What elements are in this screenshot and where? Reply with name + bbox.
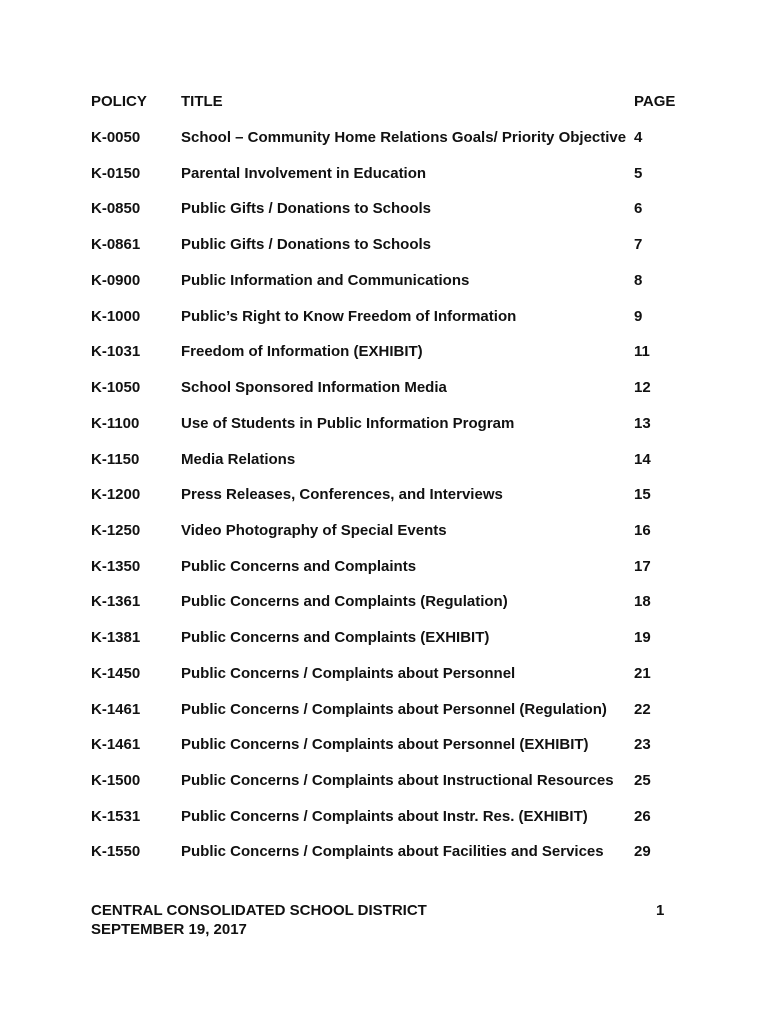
policy-title: Public Concerns / Complaints about Personnel [181, 665, 516, 682]
footer-page-number: 1 [656, 902, 665, 919]
table-row [0, 342, 770, 362]
policy-number: K-1000 [91, 308, 141, 325]
table-row [0, 307, 770, 327]
table-row [0, 378, 770, 398]
policy-title: Public Concerns / Complaints about Personnel (Regulation) [181, 701, 607, 718]
policy-number: K-1150 [91, 451, 140, 468]
page-number: 12 [634, 379, 651, 396]
page-number: 14 [634, 451, 651, 468]
policy-title: Media Relations [181, 451, 296, 468]
table-row [0, 735, 770, 755]
policy-title: Public Concerns / Complaints about Facilities and Services [181, 843, 604, 860]
table-row [0, 521, 770, 541]
policy-number: K-1050 [91, 379, 141, 396]
page-number: 15 [634, 486, 651, 503]
page-number: 4 [634, 129, 643, 146]
policy-number: K-0861 [91, 236, 141, 253]
table-row [0, 450, 770, 470]
page-number: 21 [634, 665, 651, 682]
policy-number: K-1200 [91, 486, 141, 503]
page-column-header: PAGE [634, 93, 676, 110]
policy-column-header: POLICY [91, 93, 147, 110]
policy-number: K-1250 [91, 522, 141, 539]
table-row [0, 199, 770, 219]
policy-title: Public Information and Communications [181, 272, 470, 289]
page-number: 25 [634, 772, 651, 789]
page-number: 8 [634, 272, 643, 289]
table-row [0, 592, 770, 612]
policy-title: Public Gifts / Donations to Schools [181, 236, 432, 253]
page-number: 26 [634, 808, 651, 825]
policy-number: K-1531 [91, 808, 141, 825]
policy-number: K-0150 [91, 165, 141, 182]
policy-number: K-1461 [91, 736, 141, 753]
table-row [0, 842, 770, 862]
table-row [0, 557, 770, 577]
policy-title: Public Concerns and Complaints (Regulation) [181, 593, 508, 610]
policy-number: K-1381 [91, 629, 141, 646]
page-number: 9 [634, 308, 643, 325]
page-number: 17 [634, 558, 651, 575]
table-row [0, 664, 770, 684]
page-number: 23 [634, 736, 651, 753]
table-row [0, 164, 770, 184]
policy-title: School – Community Home Relations Goals/ Priority Objective [181, 129, 627, 146]
page-number: 19 [634, 629, 651, 646]
policy-title: Public’s Right to Know Freedom of Information [181, 308, 517, 325]
page-number: 16 [634, 522, 651, 539]
page-number: 5 [634, 165, 643, 182]
page-number: 7 [634, 236, 643, 253]
policy-title: Public Concerns / Complaints about Personnel (EXHIBIT) [181, 736, 589, 753]
policy-title: Public Gifts / Donations to Schools [181, 200, 432, 217]
page-number: 11 [634, 343, 650, 360]
policy-number: K-1031 [91, 343, 141, 360]
document-footer [91, 901, 671, 939]
policy-title: Video Photography of Special Events [181, 522, 447, 539]
policy-number: K-1500 [91, 772, 141, 789]
policy-title: Use of Students in Public Information Program [181, 415, 515, 432]
policy-title: Public Concerns / Complaints about Instructional Resources [181, 772, 614, 789]
table-row [0, 128, 770, 148]
page-number: 6 [634, 200, 643, 217]
policy-number: K-1350 [91, 558, 141, 575]
table-row [0, 628, 770, 648]
table-header-row [0, 92, 770, 112]
policy-title: Public Concerns and Complaints [181, 558, 417, 575]
table-row [0, 414, 770, 434]
policy-number: K-0850 [91, 200, 141, 217]
policy-number: K-1100 [91, 415, 140, 432]
district-name: CENTRAL CONSOLIDATED SCHOOL DISTRICT [91, 902, 427, 919]
policy-title: Public Concerns and Complaints (EXHIBIT) [181, 629, 490, 646]
policy-title: Press Releases, Conferences, and Interviews [181, 486, 503, 503]
policy-number: K-1450 [91, 665, 141, 682]
table-row [0, 771, 770, 791]
policy-title: School Sponsored Information Media [181, 379, 447, 396]
table-row [0, 700, 770, 720]
table-row [0, 807, 770, 827]
table-row [0, 235, 770, 255]
policy-title: Parental Involvement in Education [181, 165, 427, 182]
page-number: 22 [634, 701, 651, 718]
policy-title: Public Concerns / Complaints about Instr. Res. (EXHIBIT) [181, 808, 588, 825]
policy-title: Freedom of Information (EXHIBIT) [181, 343, 423, 360]
title-column-header: TITLE [181, 93, 223, 110]
table-row [0, 271, 770, 291]
page-number: 13 [634, 415, 651, 432]
policy-number: K-1361 [91, 593, 141, 610]
table-row [0, 485, 770, 505]
page-number: 29 [634, 843, 651, 860]
policy-number: K-1461 [91, 701, 141, 718]
page-number: 18 [634, 593, 651, 610]
policy-number: K-0050 [91, 129, 141, 146]
revision-date: SEPTEMBER 19, 2017 [91, 921, 247, 938]
policy-number: K-0900 [91, 272, 141, 289]
policy-number: K-1550 [91, 843, 141, 860]
